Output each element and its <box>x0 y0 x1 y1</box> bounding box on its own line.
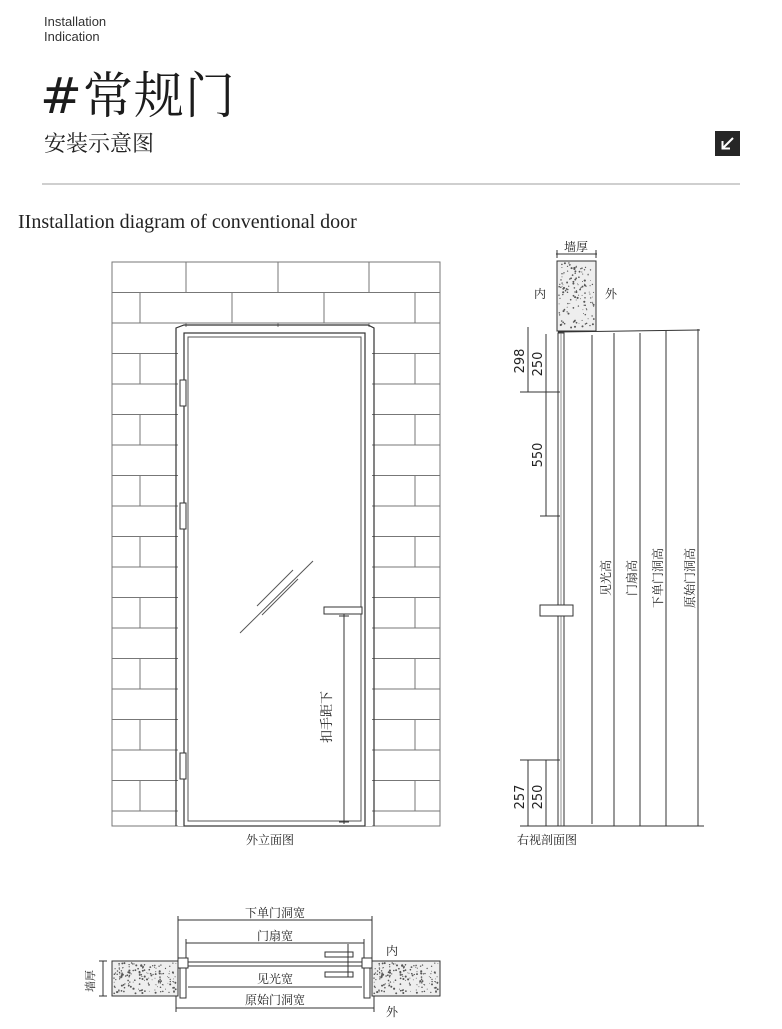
glass-height-label: 见光高 <box>599 559 613 597</box>
inside-label: 内 <box>533 287 547 301</box>
front-view-label: 外立面图 <box>245 833 295 847</box>
dim-250-top: 250 <box>531 351 546 377</box>
plan-view <box>83 905 440 1019</box>
dim-257: 257 <box>513 784 528 810</box>
side-view-label: 右视剖面图 <box>516 833 578 847</box>
dim-250-bottom: 250 <box>531 784 546 810</box>
page-title: #常规门 <box>40 67 236 125</box>
original-opening-width-label: 原始门洞宽 <box>244 993 306 1007</box>
glass-width-label: 见光宽 <box>256 972 294 986</box>
leaf-width-label: 门扇宽 <box>256 929 294 943</box>
wall-thickness-label: 墙厚 <box>563 240 589 254</box>
wall-section <box>557 261 596 331</box>
plan-wall-thickness-label: 墙厚 <box>84 970 97 992</box>
lower-opening-width-label: 下单门洞宽 <box>244 906 306 920</box>
handle-section <box>540 605 573 616</box>
page-subtitle: 安装示意图 <box>44 132 155 157</box>
side-view <box>513 239 704 847</box>
plan-inside-label: 内 <box>385 944 399 958</box>
lower-opening-height-label: 下单门洞高 <box>651 547 665 609</box>
outside-label: 外 <box>604 287 618 301</box>
leaf-height-label: 门扇高 <box>625 559 639 597</box>
original-opening-height-label: 原始门洞高 <box>683 547 697 609</box>
diagram-caption: IInstallation diagram of conventional door <box>18 211 357 233</box>
plan-outside-label: 外 <box>385 1005 399 1019</box>
front-view <box>112 262 440 847</box>
hinge-middle <box>180 503 186 529</box>
header-en-line1: Installation <box>44 14 107 29</box>
header-en-line2: Indication <box>44 29 100 44</box>
handle-height-label: 扣手距下 <box>320 690 335 744</box>
hinge-top <box>180 380 186 406</box>
door-handle <box>324 607 362 614</box>
hinge-bottom <box>180 753 186 779</box>
dim-550: 550 <box>531 442 546 468</box>
dim-298: 298 <box>513 348 528 374</box>
